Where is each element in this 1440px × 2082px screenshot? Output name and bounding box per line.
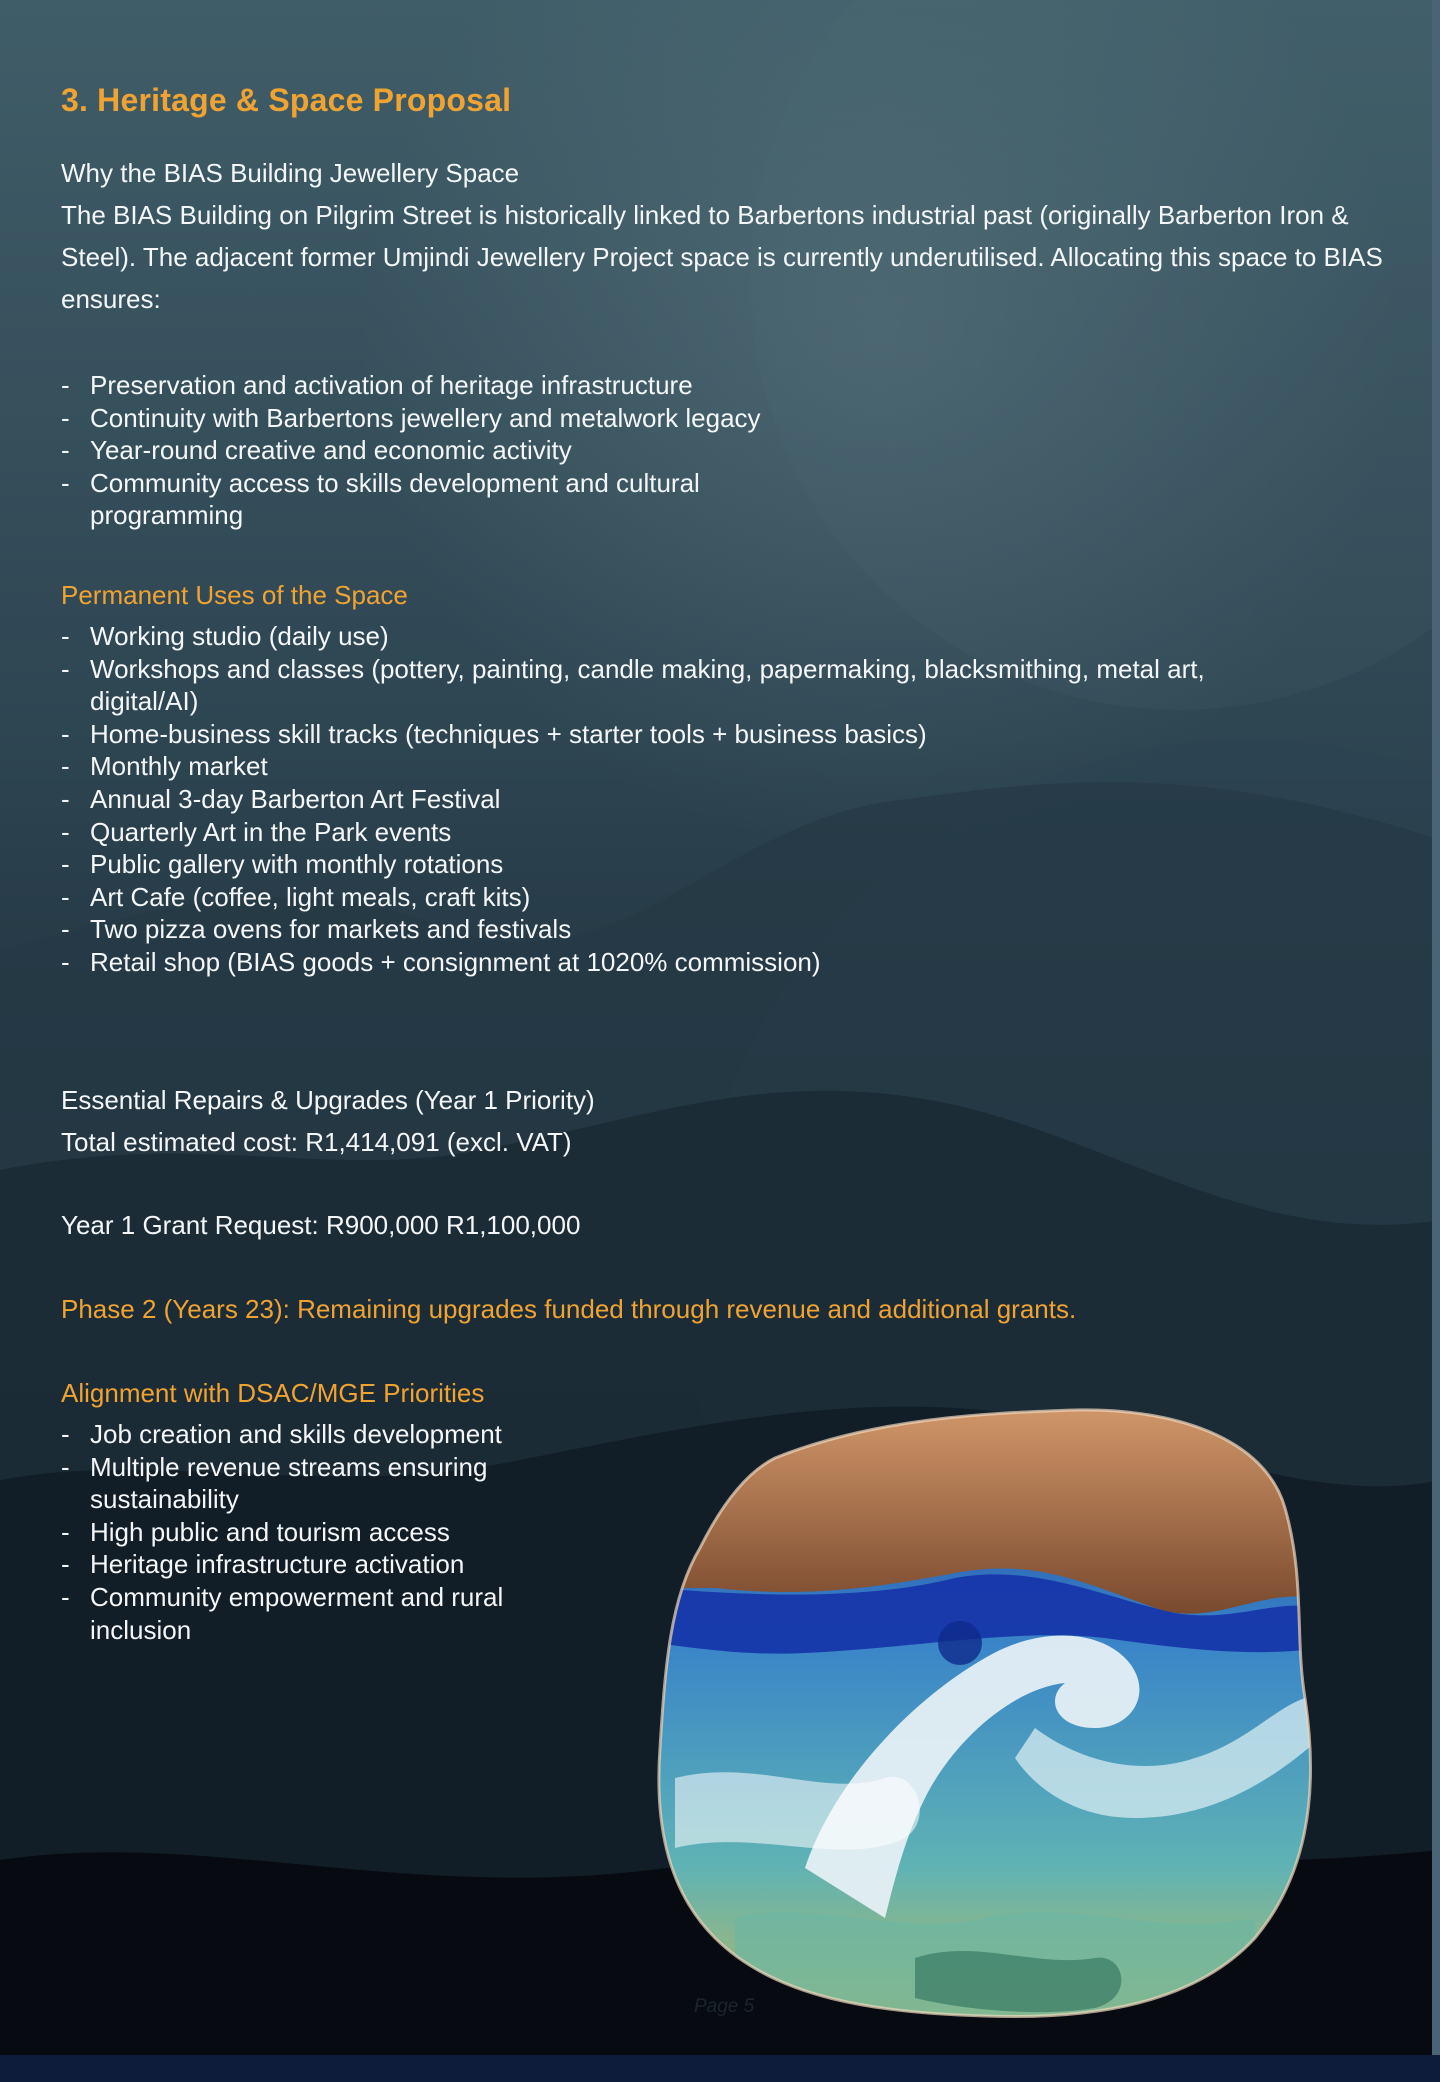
page-title: 3. Heritage & Space Proposal — [61, 82, 512, 118]
repairs-total-cost: Total estimated cost: R1,414,091 (excl. VAT) — [61, 1127, 572, 1157]
list-item: - Workshops and classes (pottery, painting, candle making, papermaking, blacksmithing, metal art, digital/AI) — [61, 653, 1205, 717]
list-item: - Public gallery with monthly rotations — [61, 849, 504, 880]
permanent-uses-title: Permanent Uses of the Space — [61, 580, 408, 610]
list-item: - Annual 3-day Barberton Art Festival — [61, 783, 501, 814]
phase-2-note: Phase 2 (Years 23): Remaining upgrades funded through revenue and additional grants. — [61, 1294, 1077, 1324]
list-item: - Monthly market — [61, 751, 268, 782]
list-item: - Art Cafe (coffee, light meals, craft kits) — [61, 881, 531, 912]
list-item: - Multiple revenue streams ensuring sustainability — [61, 1451, 488, 1515]
bottom-bar — [0, 2055, 1440, 2082]
why-title: Why the BIAS Building Jewellery Space — [61, 158, 520, 188]
list-item: - Home-business skill tracks (techniques + starter tools + business basics) — [61, 718, 927, 749]
list-item: - Job creation and skills development — [61, 1419, 502, 1449]
list-item: - High public and tourism access — [61, 1516, 450, 1547]
list-item: - Community empowerment and rural inclusion — [61, 1581, 504, 1645]
list-item: - Community access to skills development and cultural programming — [61, 467, 700, 531]
glass-wave-bowl-image — [655, 1398, 1320, 2022]
list-item: - Quarterly Art in the Park events — [61, 816, 452, 847]
right-edge-strip — [1432, 0, 1440, 2055]
list-item: - Retail shop (BIAS goods + consignment at 1020% commission) — [61, 946, 821, 977]
grant-request: Year 1 Grant Request: R900,000 R1,100,000 — [61, 1210, 581, 1240]
list-item: - Heritage infrastructure activation — [61, 1549, 465, 1580]
permanent-uses-list — [61, 620, 1291, 979]
alignment-list — [61, 1418, 541, 1646]
page-number: Page 5 — [694, 1996, 755, 2017]
intro-paragraph: The BIAS Building on Pilgrim Street is historically linked to Barbertons industrial past (originally Barberton Iron & Steel). The adjacent former Umjindi Jewellery Project space is currently underutilised. Allocating this space to BIAS ensures: — [61, 200, 1383, 314]
list-item: - Preservation and activation of heritage infrastructure — [61, 370, 693, 400]
repairs-title: Essential Repairs & Upgrades (Year 1 Priority) — [61, 1085, 595, 1115]
list-item: - Continuity with Barbertons jewellery and metalwork legacy — [61, 402, 761, 433]
ensures-list — [61, 369, 761, 532]
list-item: - Two pizza ovens for markets and festivals — [61, 914, 572, 945]
list-item: - Working studio (daily use) — [61, 621, 389, 651]
list-item: - Year-round creative and economic activity — [61, 435, 572, 466]
alignment-title: Alignment with DSAC/MGE Priorities — [61, 1378, 485, 1408]
